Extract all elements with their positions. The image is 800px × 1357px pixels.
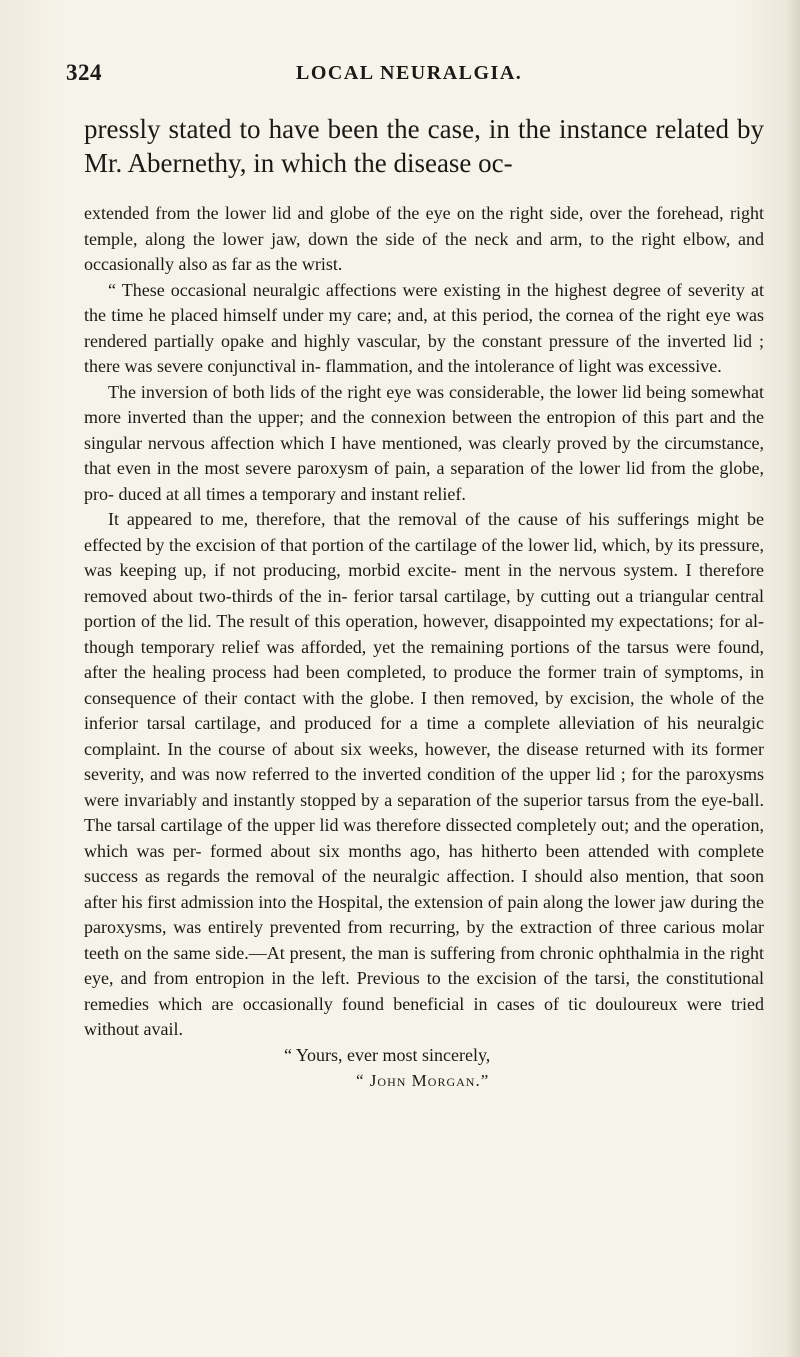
page-number: 324	[66, 60, 102, 85]
letter-closing: “ Yours, ever most sincerely,	[284, 1044, 491, 1065]
paragraph-1: extended from the lower lid and globe of the eye on the right side, over the forehead, right temple, along the lower jaw, down the side of the neck and arm, to the right elbow, and occasionally also as far as the wrist.	[84, 203, 764, 274]
paragraph-3: The inversion of both lids of the right eye was considerable, the lower lid being somewhat more inverted than the upper; and the connexion between the entropion of this part and the singular nervous affection which I have mentioned, was clearly proved by the circumstance, that even in the most severe paroxysm of pain, a separation of the lower lid from the globe, pro- duced at all times a temporary and instant relief.	[84, 381, 764, 504]
running-head: LOCAL NEURALGIA.	[296, 62, 523, 84]
paragraph-2: “ These occasional neuralgic affections were existing in the highest degree of severity at the time he placed himself under my care; and, at this period, the cornea of the right eye was rendered partially opake and highly vascular, by the constant pressure of the inverted lid ; there was severe conjunctival in- flammation, and the intolerance of light was excessive.	[84, 279, 764, 376]
body-text	[84, 201, 764, 1094]
paragraph-4: It appeared to me, therefore, that the removal of the cause of his sufferings might be effected by the excision of that portion of the cartilage of the lower lid, which, by its pressure, was keeping up, if not producing, morbid excite- ment in the nervous system. I therefore removed about two-thirds of the in- ferior tarsal cartilage, by cutting out a triangular central portion of the lid. The result of this operation, however, disappointed my expectations; for al- though temporary relief was afforded, yet the remaining portions of the tarsus were found, after the healing process had been completed, to produce the former train of symptoms, in consequence of their contact with the globe. I then removed, by excision, the whole of the inferior tarsal cartilage, and produced for a time a complete alleviation of his neuralgic complaint. In the course of about six weeks, however, the disease returned with its former severity, and was now referred to the inverted condition of the upper lid ; for the paroxysms were invariably and instantly stopped by a separation of the superior tarsus from the eye-ball. The tarsal cartilage of the upper lid was therefore dissected completely out; and the operation, which was per- formed about six months ago, has hitherto been attended with complete success as regards the removal of the neuralgic affection. I should also mention, that soon after his first admission into the Hospital, the extension of pain along the lower jaw during the paroxysms, was entirely prevented from recurring, by the extraction of three carious molar teeth on the same side.—At present, the man is suffering from chronic ophthalmia in the right eye, and from entropion in the left. Previous to the excision of the tarsi, the constitutional remedies which are occasionally found beneficial in cases of tic douloureux were tried without avail.	[84, 509, 764, 1039]
lead-paragraph: pressly stated to have been the case, in the instance related by Mr. Abernethy, in which the disease oc-	[84, 114, 764, 178]
page-edge-shadow	[786, 0, 800, 1357]
page-header	[66, 60, 766, 90]
letter-signature: “ John Morgan.”	[356, 1071, 490, 1090]
